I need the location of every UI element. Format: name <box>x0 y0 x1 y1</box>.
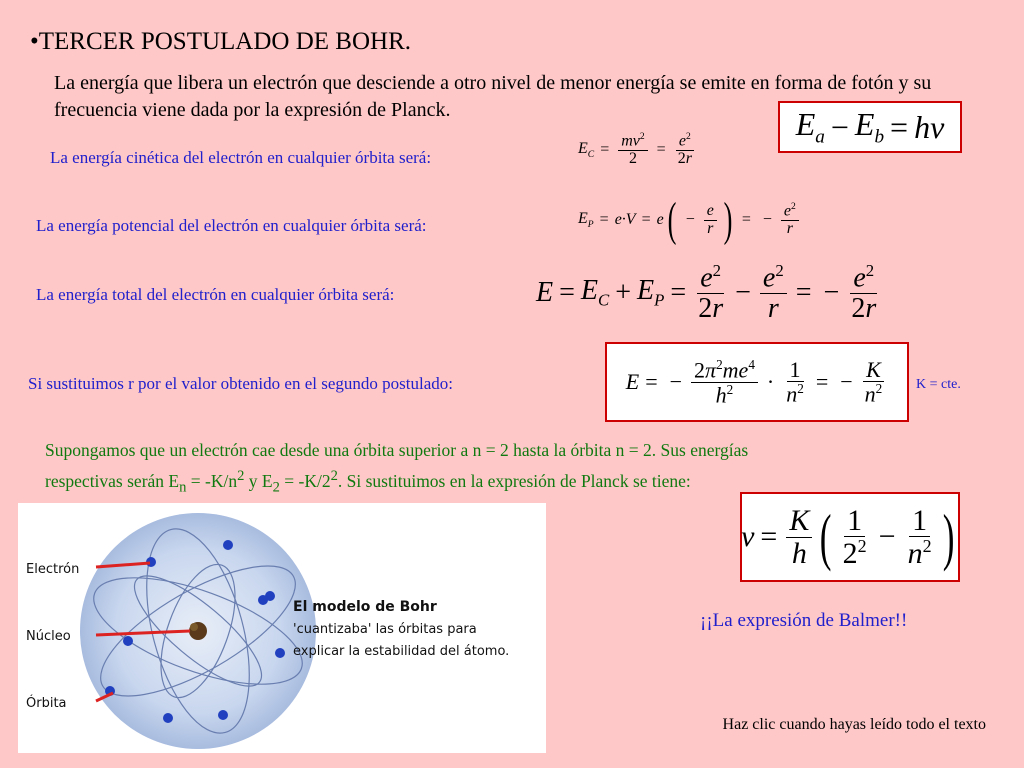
balmer-caption: ¡¡La expresión de Balmer!! <box>700 610 908 631</box>
click-hint[interactable]: Haz clic cuando hayas leído todo el texto <box>722 716 986 733</box>
image-caption-line2: explicar la estabilidad del átomo. <box>293 644 510 659</box>
energy-formula: E = − $\frac{2\pi^2me^4}{h^2}$ · $\frac{1}{n^2}$ = − $\frac{K}{n^2}$ <box>605 342 909 422</box>
bohr-model-image <box>18 503 546 753</box>
k-constant-note: K = cte. <box>916 377 961 392</box>
substitute-label: Si sustituimos r por el valor obtenido en el segundo postulado: <box>28 374 453 393</box>
paragraph-line-1: Supongamos que un electrón cae desde una órbita superior a n = 2 hasta la órbita n = 2. Sus energías <box>45 440 749 460</box>
intro-text: La energía que libera un electrón que desciende a otro nivel de menor energía se emite en forma de fotón y su frecuencia viene dada por la expresión de Planck. <box>54 72 932 121</box>
label-nucleus: Núcleo <box>26 629 71 644</box>
total-formula: E = $E_C$ + $E_P$ = $\frac{e^2}{2r}$ − $\frac{e^2}{r}$ = − $\frac{e^2}{2r}$ <box>536 261 877 324</box>
balmer-formula: ν = $\frac{K}{h}$ ( $\frac{1}{2^2}$ − $\frac{1}{n^2}$ ) <box>740 492 960 582</box>
label-orbit: Órbita <box>26 696 67 711</box>
planck-formula: $E_a$ − $E_b$ = hν <box>778 101 962 153</box>
potential-label: La energía potencial del electrón en cualquier órbita será: <box>36 216 427 235</box>
slide-title: •TERCER POSTULADO DE BOHR. <box>30 28 411 55</box>
image-caption-title: El modelo de Bohr <box>293 599 437 615</box>
transition-paragraph <box>45 437 748 500</box>
kinetic-label: La energía cinética del electrón en cualquier órbita será: <box>50 148 432 167</box>
image-caption-line1: 'cuantizaba' las órbitas para <box>293 622 477 637</box>
potential-formula: $E_P$ = e·V = e ( − $\frac{e}{r}$ ) = − $\frac{e^2}{r}$ <box>578 196 802 244</box>
total-label: La energía total del electrón en cualquier órbita será: <box>36 285 395 304</box>
kinetic-formula: $E_C$ = $\frac{mv^2}{2}$ = $\frac{e^2}{2r}$ <box>578 131 692 168</box>
label-electron: Electrón <box>26 562 80 577</box>
paragraph-line-2: respectivas serán $E_n = -K/n^2$ y $E_2 = -K/2^2$. Si sustituimos en la expresión de Planck se tiene: <box>45 468 691 496</box>
atom-illustration <box>18 503 546 753</box>
